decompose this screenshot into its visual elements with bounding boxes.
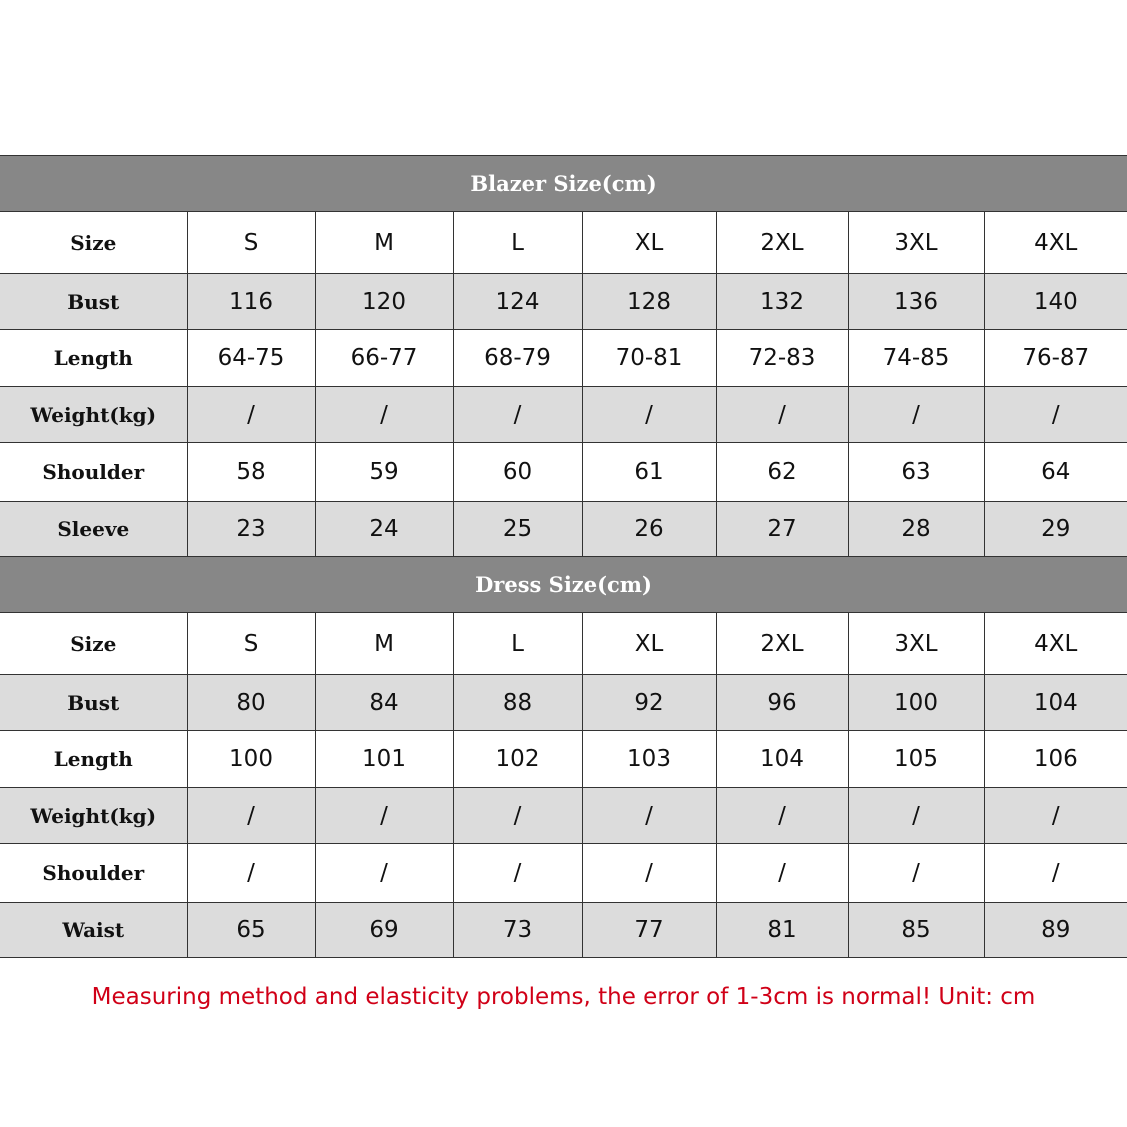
value-cell: 64-75 xyxy=(187,330,315,387)
row-label: Shoulder xyxy=(0,844,187,903)
table-row xyxy=(0,731,1127,788)
row-label: Shoulder xyxy=(0,443,187,502)
value-cell: 88 xyxy=(453,675,582,731)
value-cell: 27 xyxy=(716,502,848,557)
value-cell: 72-83 xyxy=(716,330,848,387)
value-cell: / xyxy=(848,844,984,903)
value-cell: / xyxy=(582,387,716,443)
value-cell: / xyxy=(984,788,1127,844)
value-cell: / xyxy=(187,788,315,844)
value-cell: 62 xyxy=(716,443,848,502)
value-cell: / xyxy=(187,387,315,443)
row-label: Length xyxy=(0,731,187,788)
value-cell: / xyxy=(582,844,716,903)
value-cell: 74-85 xyxy=(848,330,984,387)
size-cell: XL xyxy=(582,613,716,675)
size-row xyxy=(0,613,1127,675)
value-cell: 128 xyxy=(582,274,716,330)
value-cell: 81 xyxy=(716,903,848,958)
table-row xyxy=(0,330,1127,387)
value-cell: / xyxy=(315,788,453,844)
value-cell: 24 xyxy=(315,502,453,557)
size-cell: 4XL xyxy=(984,613,1127,675)
value-cell: 85 xyxy=(848,903,984,958)
row-label: Bust xyxy=(0,274,187,330)
value-cell: 89 xyxy=(984,903,1127,958)
row-label: Waist xyxy=(0,903,187,958)
value-cell: 60 xyxy=(453,443,582,502)
row-label: Weight(kg) xyxy=(0,387,187,443)
value-cell: 84 xyxy=(315,675,453,731)
row-label: Length xyxy=(0,330,187,387)
value-cell: 100 xyxy=(187,731,315,788)
value-cell: 105 xyxy=(848,731,984,788)
value-cell: 92 xyxy=(582,675,716,731)
value-cell: / xyxy=(848,387,984,443)
value-cell: 80 xyxy=(187,675,315,731)
table-row xyxy=(0,274,1127,330)
value-cell: / xyxy=(716,387,848,443)
value-cell: 124 xyxy=(453,274,582,330)
value-cell: 77 xyxy=(582,903,716,958)
row-label: Bust xyxy=(0,675,187,731)
table-row xyxy=(0,443,1127,502)
value-cell: 76-87 xyxy=(984,330,1127,387)
size-cell: L xyxy=(453,613,582,675)
value-cell: 68-79 xyxy=(453,330,582,387)
table-row xyxy=(0,387,1127,443)
size-cell: S xyxy=(187,212,315,274)
value-cell: 116 xyxy=(187,274,315,330)
value-cell: / xyxy=(315,844,453,903)
size-cell: 4XL xyxy=(984,212,1127,274)
value-cell: 140 xyxy=(984,274,1127,330)
value-cell: / xyxy=(984,844,1127,903)
value-cell: 100 xyxy=(848,675,984,731)
value-cell: 103 xyxy=(582,731,716,788)
size-cell: 3XL xyxy=(848,212,984,274)
row-label: Size xyxy=(0,613,187,675)
value-cell: 70-81 xyxy=(582,330,716,387)
value-cell: / xyxy=(716,788,848,844)
dress-size-table xyxy=(0,556,1127,958)
value-cell: 59 xyxy=(315,443,453,502)
size-row xyxy=(0,212,1127,274)
value-cell: 66-77 xyxy=(315,330,453,387)
value-cell: 104 xyxy=(984,675,1127,731)
value-cell: 58 xyxy=(187,443,315,502)
value-cell: / xyxy=(453,844,582,903)
value-cell: / xyxy=(716,844,848,903)
value-cell: 69 xyxy=(315,903,453,958)
row-label: Weight(kg) xyxy=(0,788,187,844)
table-row xyxy=(0,675,1127,731)
value-cell: 104 xyxy=(716,731,848,788)
value-cell: 23 xyxy=(187,502,315,557)
value-cell: 64 xyxy=(984,443,1127,502)
value-cell: 65 xyxy=(187,903,315,958)
value-cell: 29 xyxy=(984,502,1127,557)
table-row xyxy=(0,502,1127,557)
size-cell: 2XL xyxy=(716,212,848,274)
value-cell: 132 xyxy=(716,274,848,330)
value-cell: / xyxy=(453,387,582,443)
value-cell: 25 xyxy=(453,502,582,557)
size-cell: 3XL xyxy=(848,613,984,675)
size-cell: XL xyxy=(582,212,716,274)
row-label: Sleeve xyxy=(0,502,187,557)
row-label: Size xyxy=(0,212,187,274)
value-cell: 106 xyxy=(984,731,1127,788)
value-cell: / xyxy=(187,844,315,903)
size-cell: S xyxy=(187,613,315,675)
value-cell: 102 xyxy=(453,731,582,788)
value-cell: 28 xyxy=(848,502,984,557)
size-cell: L xyxy=(453,212,582,274)
value-cell: 73 xyxy=(453,903,582,958)
size-cell: 2XL xyxy=(716,613,848,675)
measurement-note: Measuring method and elasticity problems, the error of 1-3cm is normal! Unit: cm xyxy=(91,984,1036,1010)
value-cell: 136 xyxy=(848,274,984,330)
value-cell: 61 xyxy=(582,443,716,502)
value-cell: / xyxy=(315,387,453,443)
dress-table-title: Dress Size(cm) xyxy=(0,557,1127,613)
value-cell: / xyxy=(848,788,984,844)
size-cell: M xyxy=(315,212,453,274)
table-row xyxy=(0,844,1127,903)
table-row xyxy=(0,788,1127,844)
value-cell: / xyxy=(984,387,1127,443)
value-cell: 101 xyxy=(315,731,453,788)
table-row xyxy=(0,903,1127,958)
value-cell: 120 xyxy=(315,274,453,330)
blazer-table-title: Blazer Size(cm) xyxy=(0,156,1127,212)
blazer-size-table xyxy=(0,155,1127,557)
size-cell: M xyxy=(315,613,453,675)
value-cell: 26 xyxy=(582,502,716,557)
value-cell: 63 xyxy=(848,443,984,502)
value-cell: / xyxy=(453,788,582,844)
value-cell: 96 xyxy=(716,675,848,731)
value-cell: / xyxy=(582,788,716,844)
